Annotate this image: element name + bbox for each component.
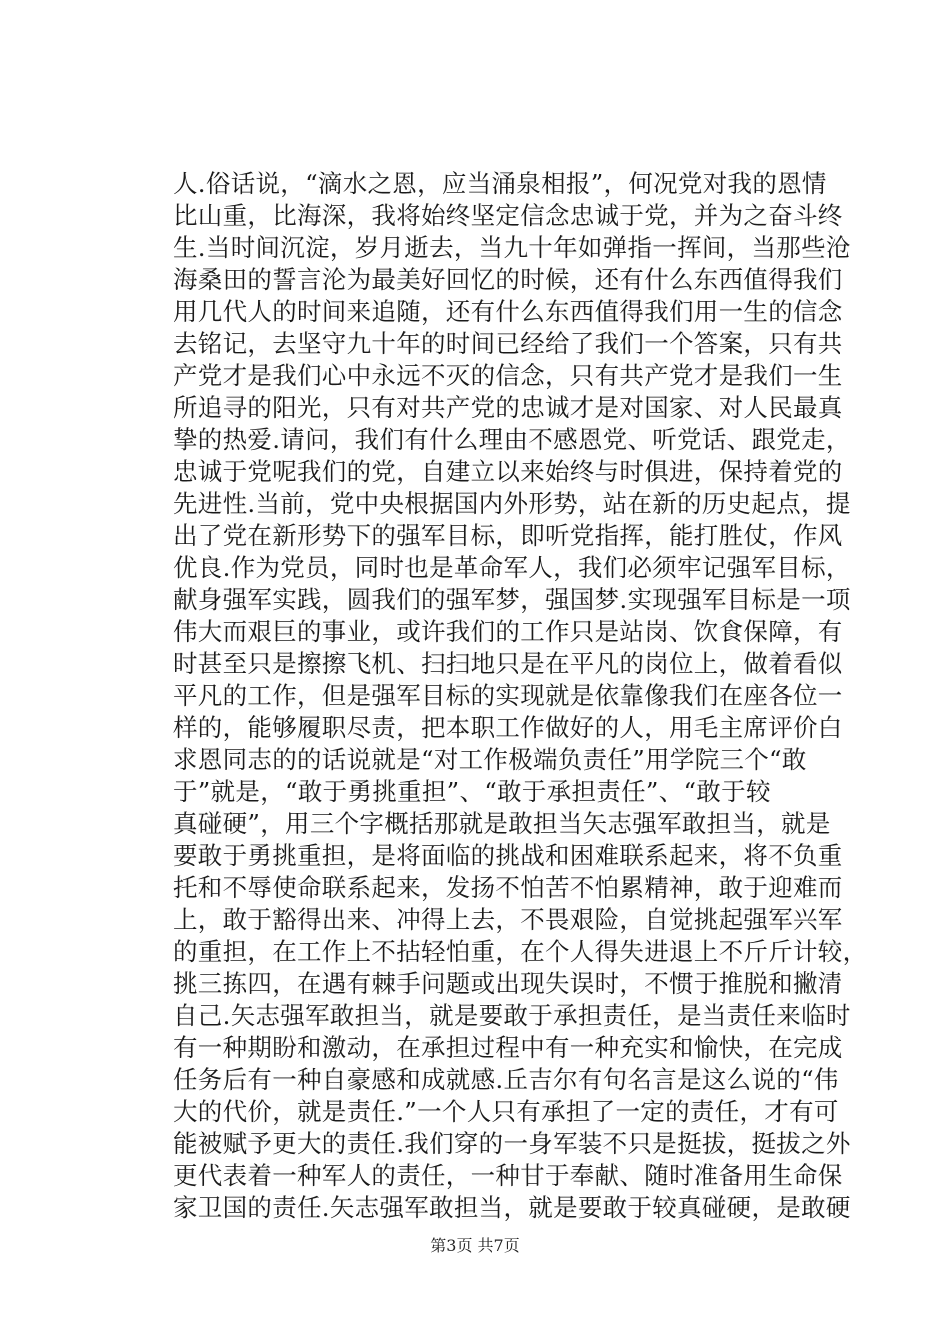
text-line: 的重担，在工作上不拈轻怕重，在个人得失进退上不斤斤计较， [173,937,868,966]
text-line: 家卫国的责任.矢志强军敢担当，就是要敢于较真碰硬，是敢硬 [173,1193,851,1222]
text-line: 所追寻的阳光，只有对共产党的忠诚才是对国家、对人民最真 [173,393,843,422]
text-line: 先进性.当前，党中央根据国内外形势，站在新的历史起点，提 [173,489,851,518]
page-footer: 第3页 共7页 [430,1236,520,1255]
text-line: 献身强军实践，圆我们的强军梦，强国梦.实现强军目标是一项 [173,585,851,614]
text-line: 求恩同志的的话说就是“对工作极端负责任”用学院三个“敢 [173,745,807,774]
text-line: 挑三拣四，在遇有棘手问题或出现失误时，不惯于推脱和撇清 [173,969,843,998]
text-line: 用几代人的时间来追随，还有什么东西值得我们用一生的信念 [173,297,843,326]
text-line: 产党才是我们心中永远不灭的信念，只有共产党才是我们一生 [173,361,843,390]
text-line: 伟大而艰巨的事业，或许我们的工作只是站岗、饮食保障，有 [173,617,843,646]
text-line: 于”就是，“敢于勇挑重担”、“敢于承担责任”、“敢于较 [173,777,771,806]
text-line: 生.当时间沉淀，岁月逝去，当九十年如弹指一挥间，当那些沧 [173,233,851,262]
text-line: 任务后有一种自豪感和成就感.丘吉尔有句名言是这么说的“伟 [173,1065,839,1094]
text-line: 托和不辱使命联系起来，发扬不怕苦不怕累精神，敢于迎难而 [173,873,843,902]
text-line: 更代表着一种军人的责任，一种甘于奉献、随时准备用生命保 [173,1161,843,1190]
text-line: 上，敢于豁得出来、冲得上去，不畏艰险，自觉挑起强军兴军 [173,905,843,934]
text-line: 时甚至只是擦擦飞机、扫扫地只是在平凡的岗位上，做着看似 [173,649,843,678]
text-line: 大的代价，就是责任.”一个人只有承担了一定的责任，才有可 [173,1097,839,1126]
text-line: 平凡的工作，但是强军目标的实现就是依靠像我们在座各位一 [173,681,843,710]
text-line: 去铭记，去坚守九十年的时间已经给了我们一个答案，只有共 [173,329,843,358]
text-line: 能被赋予更大的责任.我们穿的一身军装不只是挺拔，挺拔之外 [173,1129,851,1158]
text-line: 样的，能够履职尽责，把本职工作做好的人，用毛主席评价白 [173,713,843,742]
text-line: 优良.作为党员，同时也是革命军人，我们必须牢记强军目标， [173,553,851,582]
text-line: 挚的热爱.请问，我们有什么理由不感恩党、听党话、跟党走， [173,425,851,454]
text-line: 真碰硬”，用三个字概括那就是敢担当矢志强军敢担当，就是 [173,809,831,838]
text-line: 自己.矢志强军敢担当，就是要敢于承担责任，是当责任来临时 [173,1001,851,1030]
text-line: 比山重，比海深，我将始终坚定信念忠诚于党，并为之奋斗终 [173,201,843,230]
text-line: 忠诚于党呢我们的党，自建立以来始终与时俱进，保持着党的 [173,457,843,486]
text-line: 人.俗话说，“滴水之恩，应当涌泉相报”，何况党对我的恩情 [173,169,827,198]
text-line: 海桑田的誓言沦为最美好回忆的时候，还有什么东西值得我们 [173,265,843,294]
text-line: 有一种期盼和激动，在承担过程中有一种充实和愉快，在完成 [173,1033,843,1062]
body-text [173,168,868,1224]
text-line: 出了党在新形势下的强军目标，即听党指挥，能打胜仗，作风 [173,521,843,550]
text-line: 要敢于勇挑重担，是将面临的挑战和困难联系起来，将不负重 [173,841,843,870]
